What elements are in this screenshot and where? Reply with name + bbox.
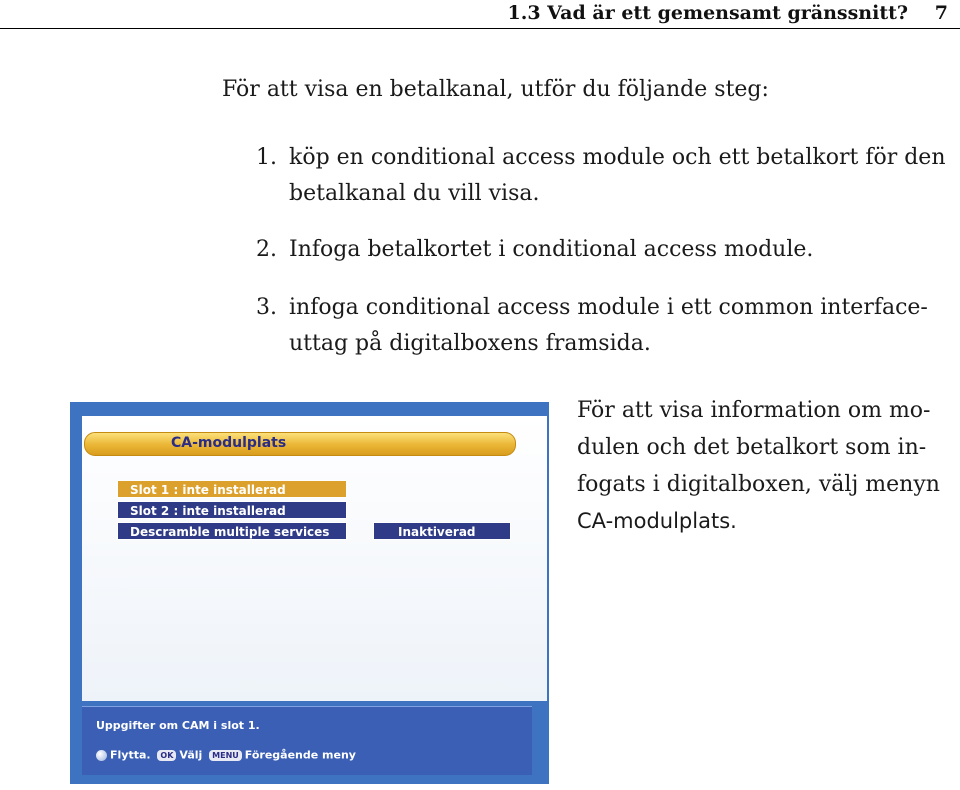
intro-text: För att visa en betalkanal, utför du följande steg: xyxy=(222,77,769,102)
info-footer xyxy=(82,706,532,775)
ok-key-icon: OK xyxy=(157,750,176,761)
step-text: infoga conditional access module i ett common interface-uttag på digitalboxens framsida. xyxy=(289,295,928,356)
page-number: 7 xyxy=(934,2,948,24)
section-title: 1.3 Vad är ett gemensamt gränssnitt? xyxy=(507,2,908,24)
help-select: Välj xyxy=(179,748,203,762)
menu-title-bar xyxy=(84,432,516,456)
step-text: köp en conditional access module och ett betalkort för den betalkanal du vill visa. xyxy=(289,145,946,206)
help-back: Föregående meny xyxy=(244,748,356,762)
menu-name: CA-modulplats. xyxy=(577,509,737,533)
menu-row-slot-1[interactable]: Slot 1 : inte installerad xyxy=(117,480,347,498)
step-number: 1. xyxy=(256,145,277,170)
menu-row-slot-2[interactable]: Slot 2 : inte installerad xyxy=(117,501,347,519)
menu-panel xyxy=(82,416,547,701)
step-number: 2. xyxy=(256,237,277,262)
side-paragraph xyxy=(577,392,957,540)
side-line: dulen och det betalkort som in- xyxy=(577,435,927,460)
help-move: Flytta. xyxy=(110,748,151,762)
menu-key-icon: MENU xyxy=(209,750,242,761)
side-line: För att visa information om mo- xyxy=(577,398,931,423)
descramble-value[interactable]: Inaktiverad xyxy=(373,522,511,540)
running-head xyxy=(0,0,960,29)
help-bar xyxy=(96,748,356,762)
tv-screenshot xyxy=(70,402,549,784)
menu-title: CA-modulplats xyxy=(171,435,287,451)
step-text: Infoga betalkortet i conditional access module. xyxy=(289,237,814,262)
cam-info-text: Uppgifter om CAM i slot 1. xyxy=(96,719,260,732)
step-number: 3. xyxy=(256,295,277,320)
navigation-icon xyxy=(96,750,107,761)
menu-row-descramble[interactable]: Descramble multiple services xyxy=(117,522,347,540)
side-line: fogats i digitalboxen, välj menyn xyxy=(577,472,940,497)
